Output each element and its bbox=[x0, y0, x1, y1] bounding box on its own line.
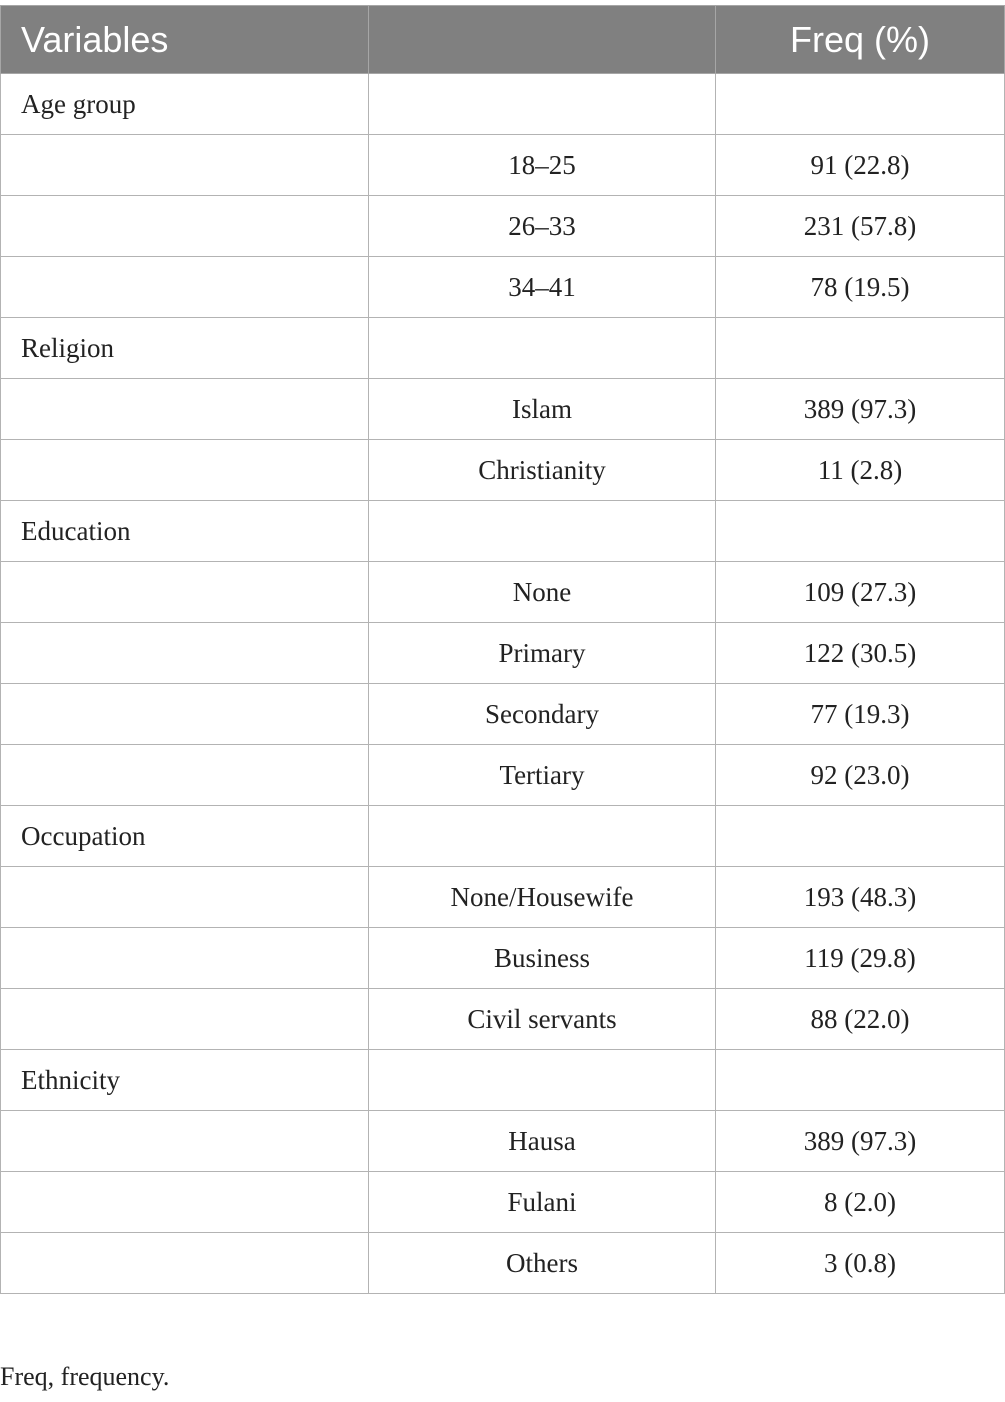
cell-frequency: 193 (48.3) bbox=[716, 867, 1005, 928]
cell-category: Ethnicity bbox=[1, 1050, 369, 1111]
cell-category bbox=[1, 745, 369, 806]
cell-category bbox=[1, 1172, 369, 1233]
cell-frequency bbox=[716, 806, 1005, 867]
cell-subcategory: None/Housewife bbox=[369, 867, 716, 928]
header-variables: Variables bbox=[1, 6, 369, 74]
cell-subcategory: Civil servants bbox=[369, 989, 716, 1050]
table-row bbox=[1, 135, 1005, 196]
cell-subcategory: 26–33 bbox=[369, 196, 716, 257]
table-row bbox=[1, 684, 1005, 745]
table-row-category bbox=[1, 1050, 1005, 1111]
cell-subcategory: Tertiary bbox=[369, 745, 716, 806]
table-row bbox=[1, 196, 1005, 257]
cell-subcategory: 34–41 bbox=[369, 257, 716, 318]
cell-subcategory bbox=[369, 74, 716, 135]
cell-frequency: 8 (2.0) bbox=[716, 1172, 1005, 1233]
cell-category bbox=[1, 989, 369, 1050]
cell-category: Occupation bbox=[1, 806, 369, 867]
cell-category: Age group bbox=[1, 74, 369, 135]
cell-frequency: 88 (22.0) bbox=[716, 989, 1005, 1050]
cell-frequency: 231 (57.8) bbox=[716, 196, 1005, 257]
cell-frequency: 3 (0.8) bbox=[716, 1233, 1005, 1294]
table-header bbox=[1, 6, 1005, 74]
table-footnote: Freq, frequency. bbox=[0, 1362, 170, 1391]
cell-subcategory: Others bbox=[369, 1233, 716, 1294]
cell-category: Religion bbox=[1, 318, 369, 379]
demographics-table bbox=[0, 5, 1005, 1294]
cell-subcategory: Islam bbox=[369, 379, 716, 440]
cell-category bbox=[1, 867, 369, 928]
cell-frequency bbox=[716, 1050, 1005, 1111]
cell-category bbox=[1, 196, 369, 257]
cell-subcategory bbox=[369, 318, 716, 379]
cell-category bbox=[1, 1111, 369, 1172]
header-subcategory bbox=[369, 6, 716, 74]
table-row bbox=[1, 1233, 1005, 1294]
table-row-category bbox=[1, 74, 1005, 135]
header-row bbox=[1, 6, 1005, 74]
cell-subcategory: None bbox=[369, 562, 716, 623]
cell-subcategory bbox=[369, 806, 716, 867]
table-row-category bbox=[1, 501, 1005, 562]
cell-category bbox=[1, 562, 369, 623]
cell-subcategory bbox=[369, 1050, 716, 1111]
table-row bbox=[1, 1172, 1005, 1233]
table-row bbox=[1, 1111, 1005, 1172]
header-freq: Freq (%) bbox=[716, 6, 1005, 74]
table-row bbox=[1, 745, 1005, 806]
cell-category bbox=[1, 379, 369, 440]
table-row bbox=[1, 989, 1005, 1050]
cell-subcategory: Primary bbox=[369, 623, 716, 684]
table-row bbox=[1, 379, 1005, 440]
cell-category bbox=[1, 440, 369, 501]
cell-category: Education bbox=[1, 501, 369, 562]
cell-subcategory: 18–25 bbox=[369, 135, 716, 196]
cell-category bbox=[1, 1233, 369, 1294]
table-row bbox=[1, 440, 1005, 501]
cell-frequency: 389 (97.3) bbox=[716, 1111, 1005, 1172]
table-body bbox=[1, 74, 1005, 1294]
cell-frequency: 77 (19.3) bbox=[716, 684, 1005, 745]
cell-frequency bbox=[716, 318, 1005, 379]
table-row-category bbox=[1, 318, 1005, 379]
cell-category bbox=[1, 257, 369, 318]
cell-frequency: 109 (27.3) bbox=[716, 562, 1005, 623]
cell-frequency: 122 (30.5) bbox=[716, 623, 1005, 684]
table-row bbox=[1, 257, 1005, 318]
cell-subcategory: Christianity bbox=[369, 440, 716, 501]
cell-subcategory: Secondary bbox=[369, 684, 716, 745]
cell-frequency bbox=[716, 74, 1005, 135]
cell-category bbox=[1, 684, 369, 745]
cell-subcategory: Business bbox=[369, 928, 716, 989]
cell-frequency: 119 (29.8) bbox=[716, 928, 1005, 989]
cell-frequency: 78 (19.5) bbox=[716, 257, 1005, 318]
cell-category bbox=[1, 135, 369, 196]
table-row bbox=[1, 623, 1005, 684]
cell-frequency: 389 (97.3) bbox=[716, 379, 1005, 440]
table-row bbox=[1, 562, 1005, 623]
cell-subcategory: Fulani bbox=[369, 1172, 716, 1233]
cell-category bbox=[1, 928, 369, 989]
table-row-category bbox=[1, 806, 1005, 867]
data-table-container bbox=[0, 5, 1004, 1294]
cell-frequency: 11 (2.8) bbox=[716, 440, 1005, 501]
table-row bbox=[1, 928, 1005, 989]
table-row bbox=[1, 867, 1005, 928]
cell-frequency: 92 (23.0) bbox=[716, 745, 1005, 806]
cell-subcategory bbox=[369, 501, 716, 562]
cell-subcategory: Hausa bbox=[369, 1111, 716, 1172]
cell-frequency bbox=[716, 501, 1005, 562]
cell-frequency: 91 (22.8) bbox=[716, 135, 1005, 196]
cell-category bbox=[1, 623, 369, 684]
